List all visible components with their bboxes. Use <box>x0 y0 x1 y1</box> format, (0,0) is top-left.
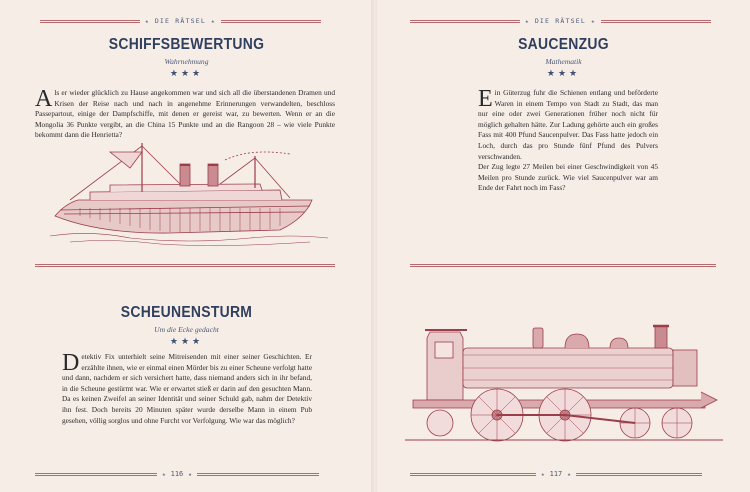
drop-cap: D <box>62 350 80 376</box>
running-head-text: DIE RÄTSEL <box>534 17 586 25</box>
running-head-text: DIE RÄTSEL <box>154 17 206 25</box>
puzzle-subtitle: Mathematik <box>545 57 582 66</box>
puzzle-text: Detektiv Fix unterhielt seine Mitreisenden mit einer seiner Geschichten. Er erzählte ihnen, wie er einmal einen Mörder bis zu einer Scheune verfolgt hatte und dann, nachdem er sich versichert hatte, dass niemand anders sich in ihr befand, in die Scheune gestürmt war. Wie er erwartet stieß er darin auf den gesuchten Mann. Da es keinen Zweifel an seiner Identität und seiner Schuld gab, nahm der Detektiv ihn fest. Doch bereits 20 Minuten später wurde derselbe Mann in einem Pub gesehen, völlig sorglos und ohne Furcht vor Verfolgung. Wie war das möglich? <box>62 350 312 425</box>
page-number: 116 <box>170 470 184 478</box>
puzzle-subtitle: Um die Ecke gedacht <box>154 325 219 334</box>
puzzle-subtitle: Wahrnehmung <box>164 57 209 66</box>
running-head-left: ★ DIE RÄTSEL ★ <box>40 17 321 25</box>
difficulty-stars: ★★★ <box>169 68 204 78</box>
right-page <box>377 0 750 492</box>
difficulty-stars: ★★★ <box>546 68 581 78</box>
puzzle-title: SAUCENZUG <box>518 36 609 53</box>
drop-cap: A <box>35 86 53 112</box>
running-head-right: ★ DIE RÄTSEL ★ <box>410 17 711 25</box>
puzzle-text: Ein Güterzug fuhr die Schienen entlang und beförderte Waren in einem Tempo von Stadt zu Stadt, das man nur eine oder zwei Generationen früher noch nicht für möglich gehalten hätte. Zur Ladung gehörte auch ein großes Fass mit 400 Pfund Saucenpulver. Das Fass hatte jedoch ein Loch, durch das pro Stunde fünf Pfund des Pulvers verschwanden. Der Zug legte 27 Meilen bei einer Geschwindigkeit von 45 Meilen pro Stunde zurück. Wie viel Saucenpulver war am Ende der Fahrt noch im Fass? <box>478 86 658 193</box>
puzzle-title: SCHEUNENSTURM <box>120 304 253 321</box>
difficulty-stars: ★★★ <box>169 336 204 346</box>
page-footer-right: ★ 117 ★ <box>410 470 702 478</box>
left-page <box>0 0 373 492</box>
section-divider <box>35 264 335 267</box>
steamship-engraving <box>50 138 330 248</box>
page-number: 117 <box>549 470 563 478</box>
puzzle-text: Als er wieder glücklich zu Hause angekommen war und sich all die überstandenen Dramen und Krisen der Reise nach und nach in angenehme Erinnerungen verwandelten, beschloss Passepartout, einige der Dampfschiffe, mit denen er gereist war, zu bewerten. Wenn er an die Mongolia 36 Punkte vergibt, an die China 15 Punkte und an die Rangoon 28 – wie viele Punkte bekommt dann die Henrietta? <box>35 86 335 140</box>
locomotive-engraving <box>405 320 725 445</box>
puzzle-title: SCHIFFSBEWERTUNG <box>108 36 265 53</box>
section-divider <box>410 264 716 267</box>
drop-cap: E <box>478 86 493 112</box>
page-footer-left: ★ 116 ★ <box>35 470 319 478</box>
